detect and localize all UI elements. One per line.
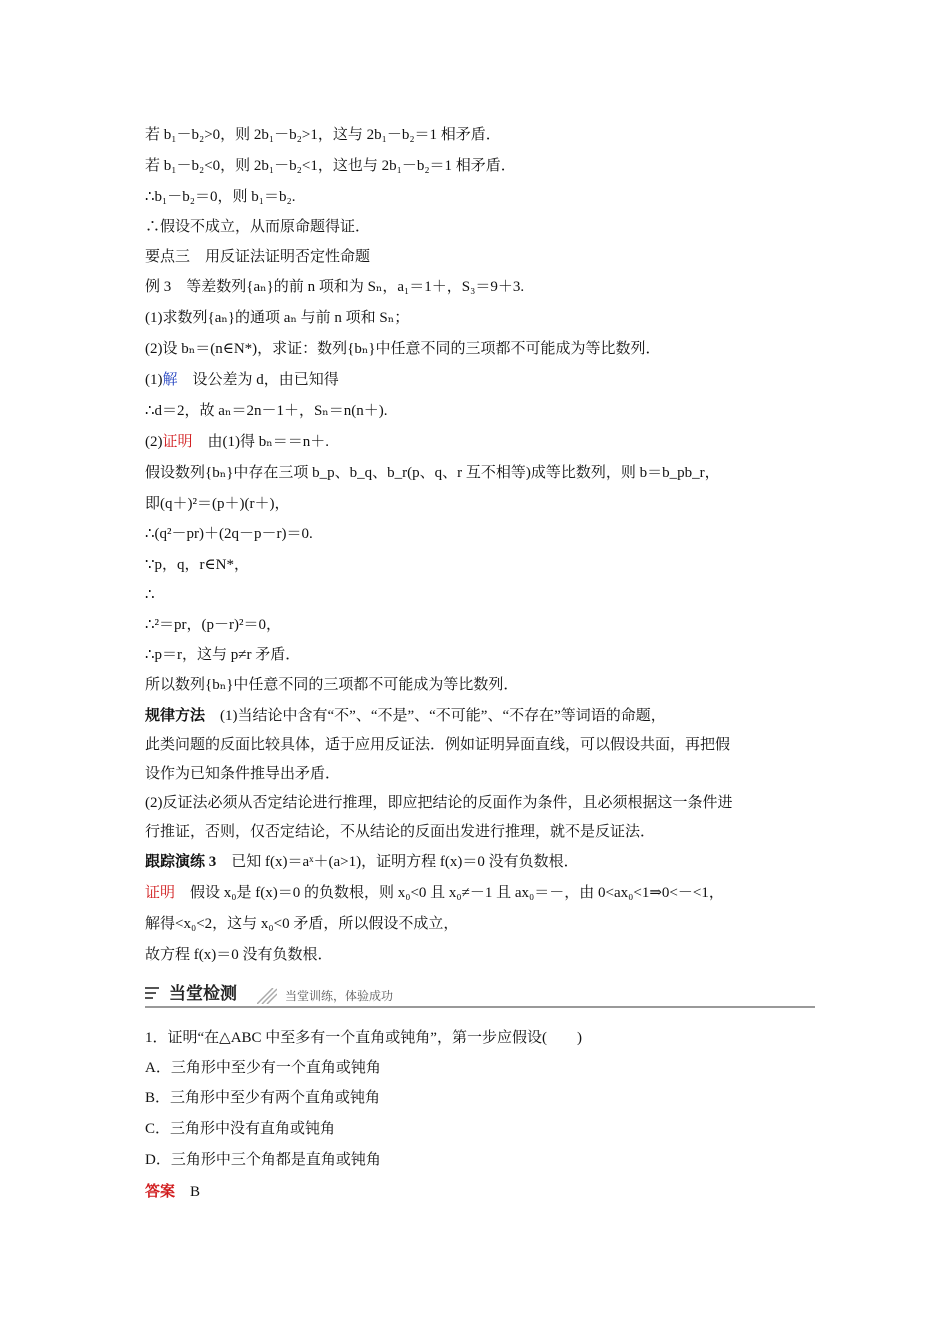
quiz-option: D．三角形中三个角都是直角或钝角 [145, 1152, 381, 1168]
text-line: 所以数列{bₙ}中任意不同的三项都不可能成为等比数列． [145, 677, 519, 693]
practice-label: 跟踪演练 3 [145, 854, 232, 870]
text-line: ∵p，q，r∈N*， [145, 557, 249, 573]
hatch-icon [257, 988, 277, 1004]
practice-text: 已知 f(x)＝aˣ＋(a>1)，证明方程 f(x)＝0 没有负数根． [231, 854, 579, 870]
section-title: 当堂检测 [169, 984, 237, 1004]
practice-line [145, 851, 815, 873]
text-line: 此类问题的反面比较具体，适于应用反证法．例如证明异面直线，可以假设共面，再把假 [145, 737, 731, 753]
section-divider [145, 1006, 815, 1008]
solution-line [145, 369, 815, 391]
answer-label: 答案 [145, 1184, 176, 1200]
text-line: ∴²＝pr，(p－r)²＝0， [145, 617, 282, 633]
text-line: ∴p＝r，这与 p≠r 矛盾． [145, 647, 301, 663]
answer-value: B [190, 1184, 201, 1200]
solution-prefix: (1) [145, 372, 163, 388]
proof2-label: 证明 [145, 885, 191, 901]
proof-text: 由(1)得 bₙ＝＝n＋. [207, 434, 330, 450]
quiz-option: C．三角形中没有直角或钝角 [145, 1121, 336, 1137]
proof-prefix: (2) [145, 434, 163, 450]
text-line: ∴b₁－b₂＝0，则 b₁＝b₂. [145, 189, 296, 205]
text-line: 若 b₁－b₂>0，则 2b₁－b₂>1，这与 2b₁－b₂＝1 相矛盾． [145, 127, 501, 143]
text-line: 解得<x₀<2，这与 x₀<0 矛盾，所以假设不成立， [145, 916, 459, 932]
example-label: 例 3 [145, 279, 187, 295]
text-line: 若 b₁－b₂<0，则 2b₁－b₂<1，这也与 2b₁－b₂＝1 相矛盾． [145, 158, 516, 174]
text-line: 假设数列{bₙ}中存在三项 b_p、b_q、b_r(p、q、r 互不相等)成等比数列，则 b＝b_pb_r， [145, 465, 720, 481]
proof2-text: 假设 x₀是 f(x)＝0 的负数根，则 x₀<0 且 x₀≠－1 且 ax₀＝－，由 0<ax₀<1⇒0<－<1， [190, 885, 724, 901]
text-line: ∴(q²－pr)＋(2q－p－r)＝0. [145, 526, 313, 542]
lines-icon [145, 986, 161, 1002]
quiz-question: 1．证明“在△ABC 中至多有一个直角或钝角”，第一步应假设( ) [145, 1030, 582, 1046]
quiz-option: B．三角形中至少有两个直角或钝角 [145, 1090, 381, 1106]
text-line: (1)求数列{aₙ}的通项 aₙ 与前 n 项和 Sₙ； [145, 310, 410, 326]
text-line: 行推证，否则，仅否定结论，不从结论的反面出发进行推理，就不是反证法． [145, 824, 656, 840]
solution-label: 解 [162, 372, 178, 388]
proof-line [145, 431, 815, 453]
example-line [145, 276, 815, 298]
text-line: 故方程 f(x)＝0 没有负数根． [145, 947, 333, 963]
text-line: 设作为已知条件推导出矛盾． [145, 766, 341, 782]
solution-text: 设公差为 d，由已知得 [192, 372, 339, 388]
method-text: (1)当结论中含有“不”、“不是”、“不可能”、“不存在”等词语的命题， [220, 708, 666, 724]
answer-line [145, 1181, 815, 1203]
text-line: ∴d＝2，故 aₙ＝2n－1＋，Sₙ＝n(n＋). [145, 403, 388, 419]
section-subtitle: 当堂训练，体验成功 [285, 989, 394, 1003]
example-text: 等差数列{aₙ}的前 n 项和为 Sₙ，a₁＝1＋，S₃＝9＋3. [186, 279, 525, 295]
text-line: 即(q＋)²＝(p＋)(r＋)， [145, 496, 290, 512]
text-line: ∴ [145, 587, 155, 603]
text-line: (2)设 bₙ＝(n∈N*)，求证：数列{bₙ}中任意不同的三项都不可能成为等比数列． [145, 341, 661, 357]
quiz-option: A．三角形中至少有一个直角或钝角 [145, 1060, 381, 1076]
method-label: 规律方法 [145, 708, 221, 724]
proof2-line [145, 882, 815, 904]
section-header [145, 982, 815, 1008]
text-line: (2)反证法必须从否定结论进行推理，即应把结论的反面作为条件，且必须根据这一条件进 [145, 795, 733, 811]
proof-label: 证明 [162, 434, 193, 450]
method-line [145, 705, 815, 727]
text-line: ∴假设不成立，从而原命题得证． [145, 219, 371, 235]
section-heading: 要点三 用反证法证明否定性命题 [145, 249, 371, 265]
